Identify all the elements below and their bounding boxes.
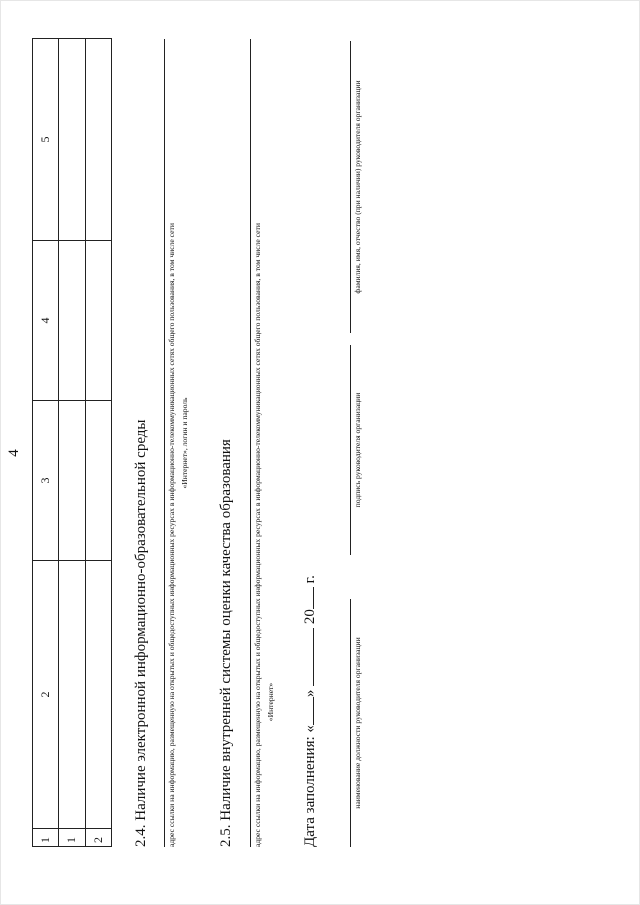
table-row (59, 39, 85, 847)
page-number: 4 (6, 449, 22, 457)
section-2-4-fill-line (164, 39, 165, 847)
fill-date (302, 575, 319, 847)
table-cell (59, 401, 85, 561)
name-caption: фамилия, имя, отчество (при наличии) руководителя организации (353, 80, 362, 294)
table-cell (85, 241, 111, 401)
section-2-5-title: 2.5. Наличие внутренней системы оценки качества образования (218, 439, 234, 847)
day-blank (313, 697, 314, 725)
position-line (350, 599, 351, 847)
table-cell (59, 241, 85, 401)
section-2-5-caption: адрес ссылки на информацию, размещенную на открытых и общедоступных информационных ресурсах в информационно-телекоммуникационных сетях общего пользования, в том числе сети (253, 223, 262, 847)
table-cell (85, 401, 111, 561)
table-header-row (33, 39, 59, 847)
table-header-cell: 1 (33, 829, 59, 847)
table-cell (85, 39, 111, 241)
info-table (32, 38, 112, 847)
table-header-cell: 2 (33, 561, 59, 829)
year-prefix: 20 (302, 609, 318, 625)
year-suffix: г. (302, 575, 318, 584)
table-header-cell: 3 (33, 401, 59, 561)
section-2-4-title: 2.4. Наличие электронной информационно-образовательной среды (133, 419, 149, 847)
table-cell (85, 561, 111, 829)
table-row (85, 39, 111, 847)
section-2-4-caption-cont: «Интернет», логин и пароль (180, 397, 189, 489)
section-2-5-fill-line (250, 39, 251, 847)
table-cell: 1 (59, 829, 85, 847)
signature-line (350, 345, 351, 555)
section-2-4-caption: адрес ссылки на информацию, размещенную на открытых и общедоступных информационных ресурсах в информационно-телекоммуникационных сетях общего пользования, в том числе сети (167, 223, 176, 847)
table-header-cell: 5 (33, 39, 59, 241)
table-cell (59, 561, 85, 829)
table-cell (59, 39, 85, 241)
signature-caption: подпись руководителя организации (353, 392, 362, 508)
table-header-cell: 4 (33, 241, 59, 401)
section-2-5-caption-cont: «Интернет» (266, 682, 275, 722)
fill-date-close-quote: » (302, 689, 318, 698)
name-line (350, 41, 351, 333)
table-cell: 2 (85, 829, 111, 847)
year-blank (313, 587, 314, 609)
month-blank (313, 628, 314, 686)
fill-date-label: Дата заполнения: « (302, 725, 318, 847)
position-caption: наименование должности руководителя организации (353, 637, 362, 809)
